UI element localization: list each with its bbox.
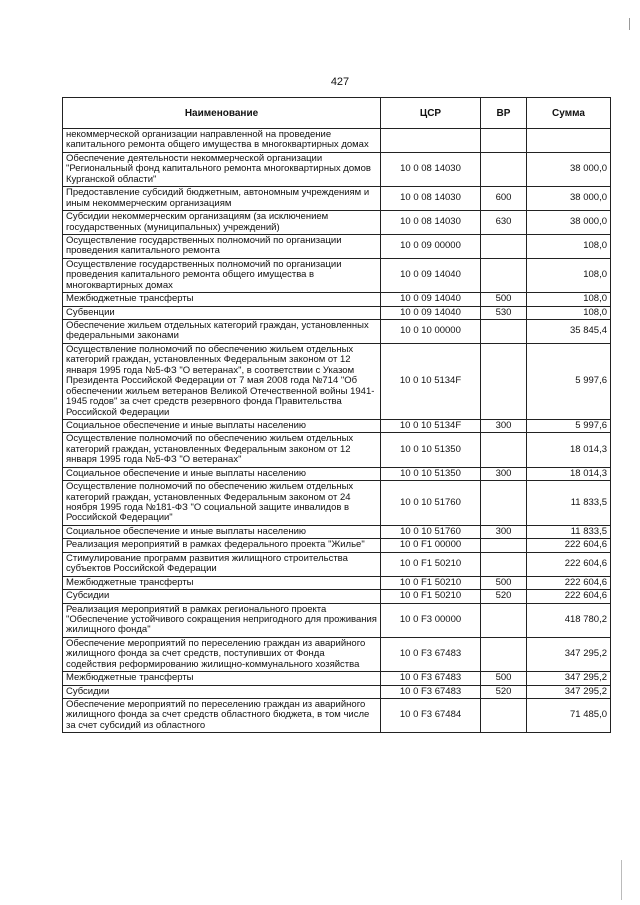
- cell-vr: [481, 234, 527, 258]
- cell-vr: 600: [481, 187, 527, 211]
- cell-vr: [481, 552, 527, 576]
- cell-csr: 10 0 F1 50210: [381, 576, 481, 589]
- cell-name: Межбюджетные трансферты: [63, 576, 381, 589]
- table-row: [63, 552, 611, 576]
- table-row: [63, 152, 611, 186]
- page-number: 427: [330, 76, 350, 88]
- cell-sum: 222 604,6: [527, 576, 611, 589]
- cell-name: Осуществление полномочий по обеспечению жильем отдельных категорий граждан, установленных Федеральным законом от 12 января 1995 года №5-ФЗ "О ветеранах": [63, 433, 381, 467]
- cell-vr: [481, 258, 527, 292]
- cell-name: Обеспечение деятельности некоммерческой организации "Региональный фонд капитального ремонта многоквартирных домов Курганской области": [63, 152, 381, 186]
- cell-csr: 10 0 09 00000: [381, 234, 481, 258]
- cell-sum: 418 780,2: [527, 603, 611, 637]
- cell-csr: 10 0 F3 67483: [381, 672, 481, 685]
- cell-sum: 35 845,4: [527, 320, 611, 344]
- table-row: [63, 672, 611, 685]
- header-vr: ВР: [481, 98, 527, 129]
- cell-sum: 18 014,3: [527, 467, 611, 480]
- cell-name: Субсидии: [63, 685, 381, 698]
- table-row: [63, 258, 611, 292]
- cell-vr: 500: [481, 672, 527, 685]
- cell-sum: 18 014,3: [527, 433, 611, 467]
- table-row: [63, 685, 611, 698]
- cell-vr: [481, 603, 527, 637]
- cell-name: Социальное обеспечение и иные выплаты населению: [63, 525, 381, 538]
- cell-vr: 300: [481, 419, 527, 432]
- cell-sum: 11 833,5: [527, 481, 611, 526]
- cell-csr: 10 0 10 5134F: [381, 343, 481, 419]
- cell-csr: 10 0 F1 00000: [381, 539, 481, 552]
- cell-sum: [527, 129, 611, 153]
- cell-csr: 10 0 F3 67483: [381, 637, 481, 671]
- cell-name: Реализация мероприятий в рамках федерального проекта "Жилье": [63, 539, 381, 552]
- cell-name: Осуществление государственных полномочий по организации проведения капитального ремонта общего имущества в многоквартирных домах: [63, 258, 381, 292]
- cell-name: Межбюджетные трансферты: [63, 672, 381, 685]
- cell-name: Обеспечение жильем отдельных категорий граждан, установленных федеральными законами: [63, 320, 381, 344]
- cell-sum: 38 000,0: [527, 187, 611, 211]
- cell-csr: 10 0 08 14030: [381, 152, 481, 186]
- cell-name: Обеспечение мероприятий по переселению граждан из аварийного жилищного фонда за счет средств, поступивших от Фонда содействия реформированию жилищно-коммунального хозяйства: [63, 637, 381, 671]
- scan-edge: [621, 860, 622, 900]
- table-row: [63, 320, 611, 344]
- cell-csr: 10 0 09 14040: [381, 293, 481, 306]
- cell-vr: 500: [481, 576, 527, 589]
- cell-csr: 10 0 08 14030: [381, 187, 481, 211]
- cell-vr: [481, 481, 527, 526]
- cell-vr: [481, 129, 527, 153]
- cell-csr: 10 0 09 14040: [381, 258, 481, 292]
- table-row: [63, 576, 611, 589]
- table-body: [63, 129, 611, 733]
- cell-csr: 10 0 09 14040: [381, 306, 481, 319]
- table-row: [63, 637, 611, 671]
- cell-csr: 10 0 F1 50210: [381, 552, 481, 576]
- cell-vr: [481, 699, 527, 733]
- cell-csr: 10 0 10 00000: [381, 320, 481, 344]
- cell-csr: 10 0 10 51760: [381, 481, 481, 526]
- cell-csr: 10 0 08 14030: [381, 211, 481, 235]
- cell-name: Осуществление государственных полномочий по организации проведения капитального ремонта: [63, 234, 381, 258]
- cell-vr: 300: [481, 467, 527, 480]
- cell-name: Обеспечение мероприятий по переселению граждан из аварийного жилищного фонда за счет средств областного бюджета, в том числе за счет субсидий из областного: [63, 699, 381, 733]
- cell-csr: [381, 129, 481, 153]
- cell-vr: [481, 343, 527, 419]
- cell-csr: 10 0 F3 67484: [381, 699, 481, 733]
- table-row: [63, 187, 611, 211]
- table-row: [63, 481, 611, 526]
- cell-name: Осуществление полномочий по обеспечению жильем отдельных категорий граждан, установленных Федеральным законом от 24 ноября 1995 года №181-ФЗ "О социальной защите инвалидов в Российской Федерации": [63, 481, 381, 526]
- table-row: [63, 306, 611, 319]
- cell-csr: 10 0 F3 67483: [381, 685, 481, 698]
- cell-vr: 630: [481, 211, 527, 235]
- table-row: [63, 234, 611, 258]
- cell-sum: 108,0: [527, 293, 611, 306]
- cell-sum: 347 295,2: [527, 637, 611, 671]
- cell-vr: [481, 152, 527, 186]
- cell-name: Социальное обеспечение и иные выплаты населению: [63, 419, 381, 432]
- scan-mark: [629, 18, 630, 30]
- cell-vr: 300: [481, 525, 527, 538]
- table-row: [63, 419, 611, 432]
- table-row: [63, 129, 611, 153]
- table-row: [63, 293, 611, 306]
- cell-vr: [481, 637, 527, 671]
- cell-vr: [481, 433, 527, 467]
- cell-sum: 222 604,6: [527, 590, 611, 603]
- table-row: [63, 433, 611, 467]
- cell-sum: 108,0: [527, 258, 611, 292]
- cell-vr: [481, 320, 527, 344]
- cell-name: Субвенции: [63, 306, 381, 319]
- cell-name: Межбюджетные трансферты: [63, 293, 381, 306]
- table-header-row: [63, 98, 611, 129]
- cell-sum: 108,0: [527, 306, 611, 319]
- cell-name: некоммерческой организации направленной на проведение капитального ремонта общего имущества в многоквартирных домах: [63, 129, 381, 153]
- budget-table: [62, 97, 611, 733]
- cell-name: Социальное обеспечение и иные выплаты населению: [63, 467, 381, 480]
- cell-vr: 530: [481, 306, 527, 319]
- cell-csr: 10 0 10 51350: [381, 433, 481, 467]
- table-row: [63, 525, 611, 538]
- cell-csr: 10 0 F3 00000: [381, 603, 481, 637]
- header-sum: Сумма: [527, 98, 611, 129]
- cell-vr: 500: [481, 293, 527, 306]
- header-csr: ЦСР: [381, 98, 481, 129]
- cell-sum: 347 295,2: [527, 672, 611, 685]
- cell-sum: 38 000,0: [527, 152, 611, 186]
- header-name: Наименование: [63, 98, 381, 129]
- cell-sum: 347 295,2: [527, 685, 611, 698]
- table-row: [63, 590, 611, 603]
- cell-name: Реализация мероприятий в рамках регионального проекта "Обеспечение устойчивого сокращения непригодного для проживания жилищного фонда": [63, 603, 381, 637]
- table-row: [63, 699, 611, 733]
- cell-sum: 71 485,0: [527, 699, 611, 733]
- cell-sum: 5 997,6: [527, 343, 611, 419]
- cell-sum: 5 997,6: [527, 419, 611, 432]
- cell-name: Предоставление субсидий бюджетным, автономным учреждениям и иным некоммерческим организациям: [63, 187, 381, 211]
- table-row: [63, 539, 611, 552]
- cell-sum: 222 604,6: [527, 552, 611, 576]
- table-row: [63, 467, 611, 480]
- table-row: [63, 211, 611, 235]
- table-row: [63, 603, 611, 637]
- table-row: [63, 343, 611, 419]
- cell-name: Субсидии: [63, 590, 381, 603]
- cell-csr: 10 0 10 51760: [381, 525, 481, 538]
- cell-vr: 520: [481, 685, 527, 698]
- cell-sum: 222 604,6: [527, 539, 611, 552]
- cell-sum: 38 000,0: [527, 211, 611, 235]
- cell-vr: [481, 539, 527, 552]
- cell-name: Осуществление полномочий по обеспечению жильем отдельных категорий граждан, установленных Федеральным законом от 12 января 1995 года №5-ФЗ "О ветеранах", в соответствии с Указом Президента Российской Федерации от 7 мая 2008 года №714 "Об обеспечении жильем ветеранов Великой Отечественной войны 1941-1945 годов" за счет средств резервного фонда Правительства Российской Федерации: [63, 343, 381, 419]
- cell-sum: 11 833,5: [527, 525, 611, 538]
- cell-name: Субсидии некоммерческим организациям (за исключением государственных (муниципальных) учреждений): [63, 211, 381, 235]
- cell-csr: 10 0 10 51350: [381, 467, 481, 480]
- cell-csr: 10 0 10 5134F: [381, 419, 481, 432]
- cell-name: Стимулирование программ развития жилищного строительства субъектов Российской Федерации: [63, 552, 381, 576]
- cell-vr: 520: [481, 590, 527, 603]
- cell-sum: 108,0: [527, 234, 611, 258]
- cell-csr: 10 0 F1 50210: [381, 590, 481, 603]
